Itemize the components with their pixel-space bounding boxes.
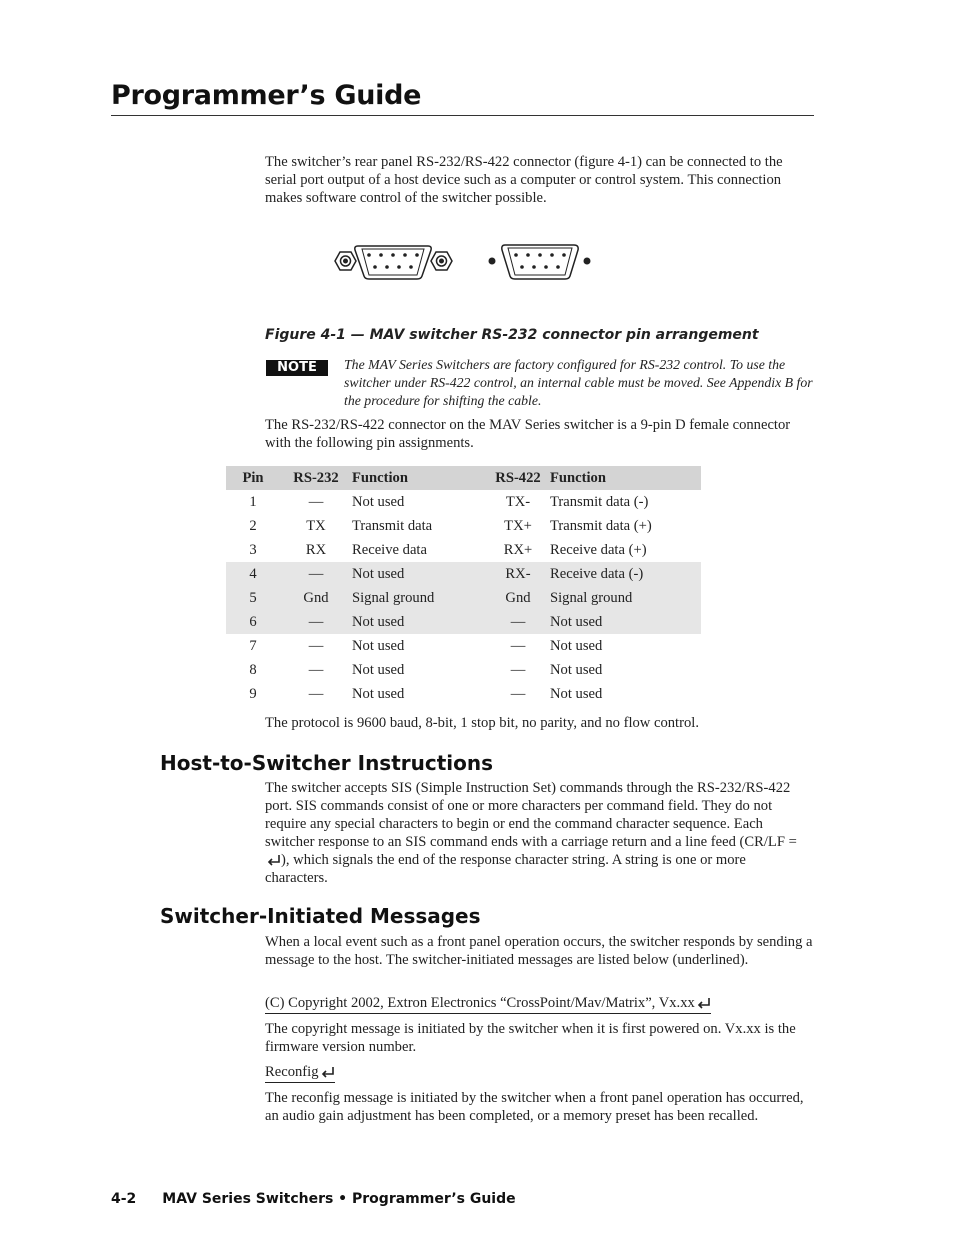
cell-pin: 6: [226, 610, 280, 634]
cell-rs422: RX+: [503, 541, 533, 558]
cell-rs232: Gnd: [280, 586, 352, 610]
table-row: [226, 634, 701, 658]
cell-function-rs422: Receive data (+): [550, 541, 647, 558]
cell-rs232: —: [308, 661, 324, 678]
cell-rs422: —: [510, 661, 526, 678]
copyright-description: The copyright message is initiated by the switcher when it is first powered on. Vx.xx is the firmware version number.: [265, 1021, 796, 1055]
messages-intro: When a local event such as a front panel operation occurs, the switcher responds by sending a message to the host. The switcher-initiated messages are listed below (underlined).: [265, 934, 813, 968]
reconfig-message-text: Reconfig: [265, 1064, 319, 1080]
cell-rs232: TX: [306, 517, 326, 534]
page-footer: [111, 1191, 516, 1207]
cell-pin: 1: [249, 493, 257, 510]
cell-rs232: RX: [305, 541, 327, 558]
cell-rs232: —: [280, 562, 352, 586]
figure-caption: Figure 4-1 — MAV switcher RS-232 connector pin arrangement: [265, 327, 759, 343]
cell-function-rs232: Not used: [352, 562, 486, 586]
cell-function-rs232: Signal ground: [352, 586, 486, 610]
cell-pin: 9: [249, 685, 257, 702]
cell-rs232: —: [308, 493, 324, 510]
cell-rs422: Gnd: [486, 586, 550, 610]
left-connector: [335, 246, 452, 279]
table-row: [226, 682, 701, 706]
host-section-paragraph: [265, 779, 805, 887]
page-title: Programmer’s Guide: [111, 80, 422, 111]
table-row: [226, 490, 701, 514]
note-text: The MAV Series Switchers are factory configured for RS-232 control. To use the switcher under RS-422 control, an internal cable must be moved. See Appendix B for the procedure for shifting the cable.: [344, 357, 813, 408]
header-function-rs422: Function: [550, 466, 701, 490]
pin-assignment-table: [226, 466, 701, 706]
copyright-message: [265, 994, 711, 1014]
cell-function-rs232: Transmit data: [352, 517, 433, 534]
cell-pin: 4: [226, 562, 280, 586]
cell-function-rs232: Not used: [352, 637, 405, 654]
cell-function-rs422: Not used: [550, 661, 603, 678]
db9-connector-icon: [334, 238, 594, 284]
cell-function-rs232: Receive data: [352, 541, 427, 558]
cell-function-rs422: Signal ground: [550, 586, 701, 610]
table-row: [226, 586, 701, 610]
protocol-paragraph: The protocol is 9600 baud, 8-bit, 1 stop bit, no parity, and no flow control.: [265, 715, 699, 731]
header-pin: Pin: [226, 466, 280, 490]
cell-rs422: RX-: [486, 562, 550, 586]
cell-function-rs422: Transmit data (+): [550, 517, 652, 534]
cell-function-rs422: Not used: [550, 685, 603, 702]
host-text-before: The switcher accepts SIS (Simple Instruction Set) commands through the RS-232/RS-422 port. SIS commands consist of one or more characters per command field. They do not require any special characters to begin or end the command character sequence. Each switcher response to an SIS command ends with a carriage return and a line feed (CR/LF =: [265, 780, 797, 850]
cell-pin: 7: [249, 637, 257, 654]
table-row: [226, 562, 701, 586]
cell-rs422: —: [510, 637, 526, 654]
cell-function-rs232: Not used: [352, 685, 405, 702]
carriage-return-icon: [321, 1066, 335, 1078]
connector-paragraph: The RS-232/RS-422 connector on the MAV Series switcher is a 9-pin D female connector with the following pin assignments.: [265, 417, 791, 451]
host-text-after: ), which signals the end of the response character string. A string is one or more characters.: [265, 852, 746, 886]
cell-rs422: —: [510, 685, 526, 702]
cell-pin: 8: [249, 661, 257, 678]
carriage-return-icon: [267, 854, 281, 866]
intro-paragraph: The switcher’s rear panel RS-232/RS-422 connector (figure 4-1) can be connected to the serial port output of a host device such as a computer or control system. This connection makes software control of the switcher possible.: [265, 154, 783, 206]
table-header-row: [226, 466, 701, 490]
cell-pin: 2: [249, 517, 257, 534]
table-row: [226, 538, 701, 562]
cell-pin: 3: [249, 541, 257, 558]
cell-function-rs232: Not used: [352, 661, 405, 678]
cell-function-rs422: Not used: [550, 610, 701, 634]
header-rs232: RS-232: [280, 466, 352, 490]
cell-rs422: TX+: [504, 517, 532, 534]
cell-function-rs422: Not used: [550, 637, 603, 654]
table-row: [226, 514, 701, 538]
cell-function-rs422: Transmit data (-): [550, 493, 649, 510]
table-row: [226, 610, 701, 634]
header-rs422: RS-422: [486, 466, 550, 490]
carriage-return-icon: [697, 997, 711, 1009]
reconfig-description: The reconfig message is initiated by the switcher when a front panel operation has occurred, an audio gain adjustment has been completed, or a memory preset has been recalled.: [265, 1090, 804, 1124]
note-badge: NOTE: [266, 360, 328, 376]
cell-function-rs232: Not used: [352, 493, 405, 510]
cell-function-rs232: Not used: [352, 610, 486, 634]
cell-function-rs422: Receive data (-): [550, 562, 701, 586]
messages-section-heading: Switcher-Initiated Messages: [160, 904, 481, 928]
cell-rs422: TX-: [505, 493, 531, 510]
copyright-message-text: (C) Copyright 2002, Extron Electronics “CrossPoint/Mav/Matrix”, Vx.xx: [265, 995, 695, 1011]
header-function-rs232: Function: [352, 466, 486, 490]
title-rule: [111, 115, 814, 116]
right-connector: [489, 245, 591, 279]
cell-rs232: —: [280, 610, 352, 634]
footer-text: MAV Series Switchers • Programmer’s Guide: [162, 1191, 516, 1207]
footer-page-number: 4-2: [111, 1191, 137, 1207]
cell-rs232: —: [308, 685, 324, 702]
reconfig-message: [265, 1063, 335, 1083]
cell-rs422: —: [486, 610, 550, 634]
cell-pin: 5: [226, 586, 280, 610]
cell-rs232: —: [308, 637, 324, 654]
host-section-heading: Host-to-Switcher Instructions: [160, 751, 494, 775]
table-row: [226, 658, 701, 682]
